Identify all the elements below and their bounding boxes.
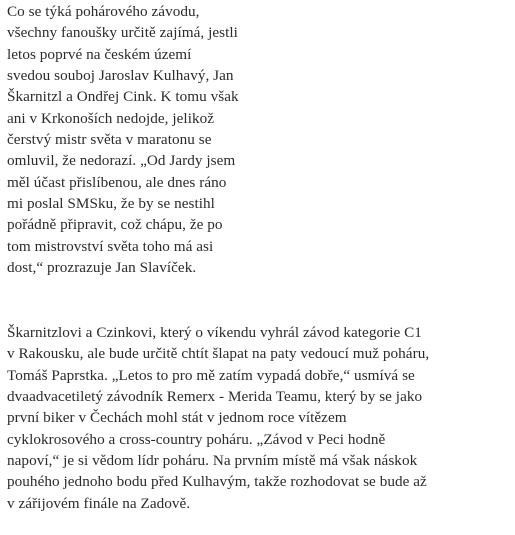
paragraph-line: Co se týká pohárového závodu, [7, 3, 200, 20]
paragraph-line: Škarnitzlovi a Czinkovi, který o víkendu vyhrál závod kategorie C1 [7, 324, 422, 341]
paragraph-line: napoví,“ je si vědom lídr poháru. Na prvním místě má však náskok [7, 452, 418, 470]
paragraph-line: pouhého jednoho bodu před Kulhavým, takže rozhodovat se bude až [7, 473, 427, 491]
article-paragraph-2 [7, 322, 512, 514]
paragraph-line: měl účast přislíbenou, ale dnes ráno [7, 173, 227, 191]
paragraph-line: první biker v Čechách mohl stát v jednom roce vítězem [7, 409, 347, 427]
paragraph-line: letos poprvé na českém území [7, 45, 192, 63]
paragraph-line: omluvil, že nedorazí. „Od Jardy jsem [7, 152, 236, 170]
paragraph-line: pořádně připravit, což chápu, že po [7, 216, 223, 234]
paragraph-line: svedou souboj Jaroslav Kulhavý, Jan [7, 67, 234, 85]
paragraph-line: Tomáš Paprstka. „Letos to pro mě zatím vypadá dobře,“ usmívá se [7, 366, 415, 384]
paragraph-line: všechny fanoušky určitě zajímá, jestli [7, 24, 238, 42]
paragraph-line: ani v Krkonoších nedojde, jelikož [7, 109, 215, 127]
paragraph-line: dvaadvacetiletý závodník Remerx - Merida Teamu, který by se jako [7, 388, 423, 406]
paragraph-line: čerstvý mistr světa v maratonu se [7, 131, 212, 149]
paragraph-line: tom mistrovství světa toho má asi [7, 237, 214, 255]
paragraph-line: mi poslal SMSku, že by se nestihl [7, 195, 215, 213]
article-paragraph-1 [7, 1, 287, 278]
paragraph-line: cyklokrosového a cross-country poháru. „Závod v Peci hodně [7, 430, 386, 448]
paragraph-line: dost,“ prozrazuje Jan Slavíček. [7, 259, 197, 277]
paragraph-line: Škarnitzl a Ondřej Cink. K tomu však [7, 88, 239, 106]
paragraph-line: v zářijovém finále na Zadově. [7, 494, 191, 512]
paragraph-line: v Rakousku, ale bude určitě chtít šlapat na paty vedoucí muž poháru, [7, 345, 430, 363]
